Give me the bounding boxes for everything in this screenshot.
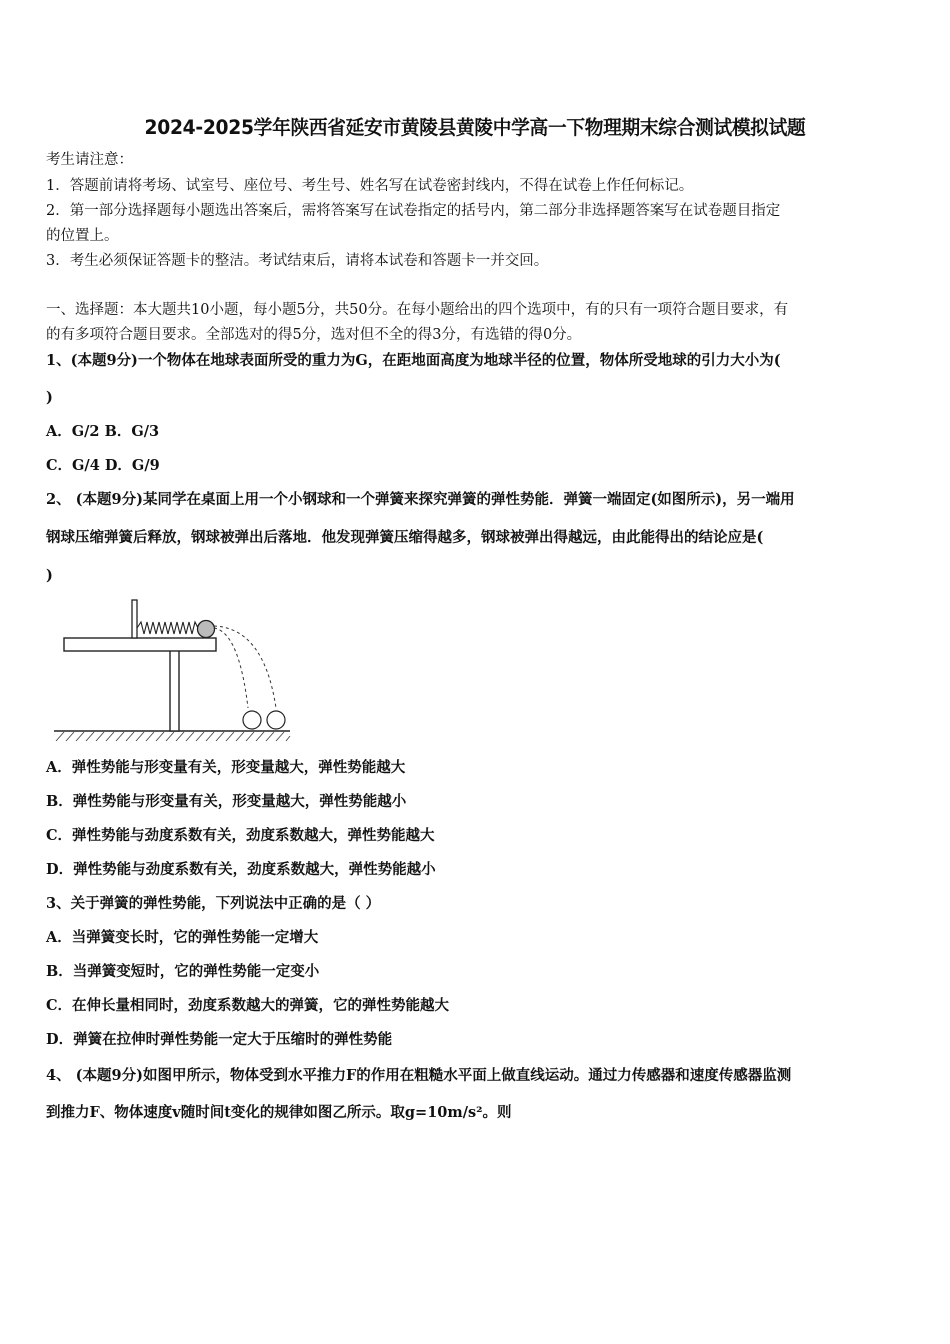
q2-stem-line-2: 钢球压缩弹簧后释放，钢球被弹出后落地．他发现弹簧压缩得越多，钢球被弹出得越远，由此能得出的结论应是( — [46, 529, 764, 546]
notice-item-2: 2．第一部分选择题每小题选出答案后，需将答案写在试卷指定的括号内，第二部分非选择题答案写在试卷题目指定 — [46, 203, 781, 219]
q2-option-a: A．弹性势能与形变量有关，形变量越大，弹性势能越大 — [46, 759, 406, 776]
spring-table-diagram — [44, 598, 294, 746]
trajectory-short — [214, 628, 248, 708]
q3-option-c: C．在伸长量相同时，劲度系数越大的弹簧，它的弹性势能越大 — [46, 997, 450, 1014]
page-title: 2024-2025学年陕西省延安市黄陵县黄陵中学高一下物理期末综合测试模拟试题 — [144, 116, 806, 139]
q3-stem: 3、关于弹簧的弹性势能，下列说法中正确的是（ ） — [46, 895, 381, 912]
q2-option-d: D．弹性势能与劲度系数有关，劲度系数越大，弹性势能越小 — [46, 861, 436, 878]
q1-options-cd: C．G/4 D．G/9 — [46, 457, 160, 474]
table-leg — [170, 650, 179, 731]
q2-option-b: B．弹性势能与形变量有关，形变量越大，弹性势能越小 — [46, 793, 407, 810]
q3-option-b: B．当弹簧变短时，它的弹性势能一定变小 — [46, 963, 320, 980]
notice-item-1: 1．答题前请将考场、试室号、座位号、考生号、姓名写在试卷密封线内，不得在试卷上作任何标记。 — [46, 178, 694, 194]
q3-option-d: D．弹簧在拉伸时弹性势能一定大于压缩时的弹性势能 — [46, 1031, 393, 1048]
q1-options-ab: A．G/2 B．G/3 — [46, 423, 160, 440]
landed-ball-far — [267, 711, 285, 729]
q4-stem-line-2: 到推力F、物体速度v随时间t变化的规律如图乙所示。取g=10m/s²。则 — [46, 1104, 512, 1121]
ground-hatching — [56, 732, 290, 741]
notice-item-2-cont: 的位置上。 — [46, 228, 119, 244]
notice-item-3: 3．考生必须保证答题卡的整洁。考试结束后，请将本试卷和答题卡一并交回。 — [46, 253, 549, 269]
spring — [137, 622, 198, 634]
landed-ball-near — [243, 711, 261, 729]
q2-option-c: C．弹性势能与劲度系数有关，劲度系数越大，弹性势能越大 — [46, 827, 435, 844]
spring-fixed-wall — [132, 600, 137, 638]
trajectory-long — [214, 626, 276, 708]
table-top — [64, 638, 216, 651]
q4-stem-line-1: 4、 (本题9分)如图甲所示，物体受到水平推力F的作用在粗糙水平面上做直线运动。通过力传感器和速度传感器监测 — [46, 1067, 792, 1084]
notice-heading: 考生请注意： — [46, 152, 133, 168]
section-instructions-line-2: 的有多项符合题目要求。全部选对的得5分，选对但不全的得3分，有选错的得0分。 — [46, 327, 582, 343]
q2-stem-line-1: 2、 (本题9分)某同学在桌面上用一个小钢球和一个弹簧来探究弹簧的弹性势能．弹簧一端固定(如图所示)，另一端用 — [46, 491, 795, 508]
q3-option-a: A．当弹簧变长时，它的弹性势能一定增大 — [46, 929, 319, 946]
section-instructions-line-1: 一、选择题：本大题共10小题，每小题5分，共50分。在每小题给出的四个选项中，有的只有一项符合题目要求，有 — [46, 302, 789, 318]
q1-stem-close: ) — [46, 389, 53, 406]
q1-stem: 1、(本题9分)一个物体在地球表面所受的重力为G，在距地面高度为地球半径的位置，物体所受地球的引力大小为( — [46, 352, 781, 369]
q2-stem-close: ) — [46, 567, 53, 584]
steel-ball — [198, 621, 215, 638]
